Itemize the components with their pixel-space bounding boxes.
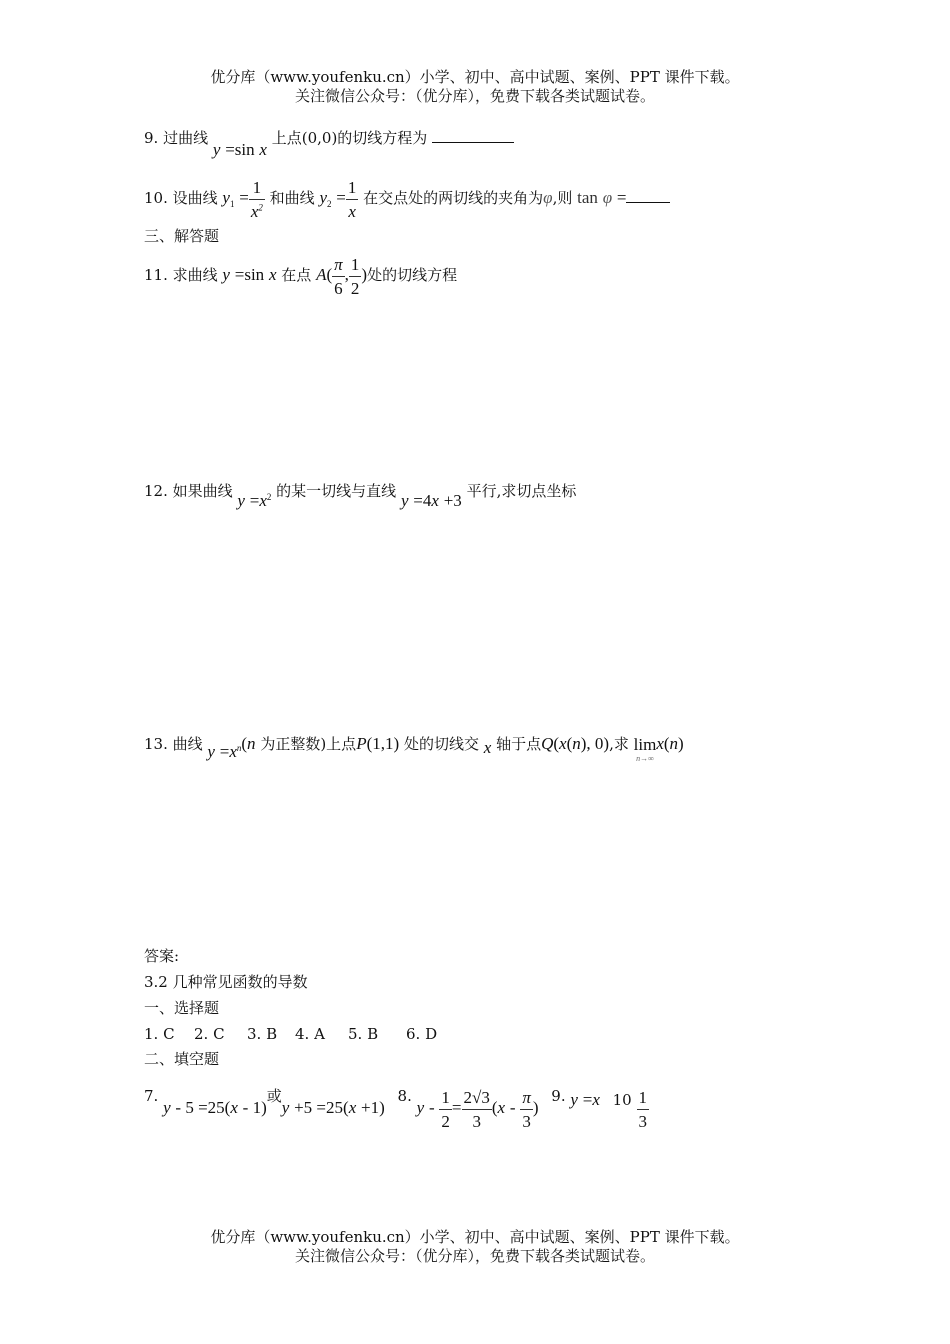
choice-answer: 5. B — [348, 1025, 379, 1043]
q13-x-axis: x — [483, 738, 492, 757]
q12-formula-line: y =4x +3 — [400, 491, 462, 510]
question-13: 13. 曲线 $y =x^n(n$ 为正整数)上点P(1,1) 处的切线交 x 轴于点Q(x(n), 0),求 lim n→∞ x(n) — [144, 734, 684, 763]
q13-text-3: 轴于点 — [496, 735, 542, 753]
q10-and: 和曲线 — [269, 189, 315, 207]
choice-answer: 4. A — [295, 1025, 325, 1043]
page-footer-line1: 优分库（www.youfenku.cn）小学、初中、高中试题、案例、PPT 课件下载。 — [210, 1228, 740, 1246]
q10-formula-3: tan φ = — [577, 188, 627, 207]
q13-formula: $y =x^n$ — [207, 742, 242, 761]
q9-text: 上点(0,0)的切线方程为 — [271, 129, 428, 147]
page-footer-line2: 关注微信公众号：（优分库），免费下载各类试题试卷。 — [294, 1247, 655, 1265]
choice-answer: 1. C — [144, 1025, 175, 1043]
answer-10-value: $\frac{1}{3}$ — [638, 1087, 648, 1131]
page-header-line2: 关注微信公众号：（优分库），免费下载各类试题试卷。 — [294, 87, 655, 105]
answer-10-label: 10 — [612, 1091, 632, 1109]
q11-point: A( $\frac{\pi}{6}$ , $\frac{1}{2}$ ) — [316, 254, 368, 298]
q13-label: 13. 曲线 — [144, 735, 203, 753]
answer-9-label: 9. — [551, 1087, 566, 1105]
q11-text: 在点 — [281, 266, 312, 284]
q13-text-end: ,求 — [609, 735, 629, 753]
q9-formula: y =sin x — [212, 140, 267, 159]
q13-point-p: P — [356, 734, 367, 753]
answer-7-or: 或 — [266, 1087, 282, 1105]
choice-answer: 3. B — [247, 1025, 278, 1043]
choice-answers — [144, 1024, 437, 1044]
q9-label: 9. 过曲线 — [144, 129, 209, 147]
q10-text: 在交点处的两切线的夹角为 — [363, 189, 544, 207]
q12-text: 的某一切线与直线 — [276, 482, 397, 500]
question-11 — [144, 252, 457, 298]
q11-text-end: 处的切线方程 — [367, 266, 458, 284]
q13-text-2: 处的切线交 — [403, 735, 479, 753]
q11-label: 11. 求曲线 — [144, 266, 218, 284]
fill-in-answers — [144, 1086, 649, 1130]
q12-text-end: 平行,求切点坐标 — [466, 482, 577, 500]
section-3-heading: 三、解答题 — [144, 227, 220, 245]
answers-title: 答案: — [144, 947, 180, 965]
q10-label: 10. 设曲线 — [144, 189, 218, 207]
answer-7-formula-2: y +5 =25(x +1) — [281, 1098, 385, 1117]
answer-8-label: 8. — [397, 1087, 412, 1105]
answers-subtitle: 3.2 几种常见函数的导数 — [144, 973, 308, 991]
q9-answer-blank — [432, 141, 514, 143]
q13-text-1: 为正整数)上点 — [260, 735, 357, 753]
q10-formula-1: $y_1$ = $\frac{1}{x^2}$ — [222, 177, 263, 221]
question-12 — [144, 477, 577, 510]
q12-formula-curve: $y =x^2$ — [237, 491, 272, 510]
q12-label: 12. 如果曲线 — [144, 482, 233, 500]
page-header-line1: 优分库（www.youfenku.cn）小学、初中、高中试题、案例、PPT 课件下载。 — [210, 68, 740, 86]
answers-section-1: 一、选择题 — [144, 999, 220, 1017]
answer-7-label: 7. — [144, 1087, 159, 1105]
answer-8-formula: y - $\frac{1}{2}$ = $\frac{2√3}{3}$ (x - $\frac{\pi}{3}$ ) — [416, 1087, 539, 1131]
q10-comma: ,则 — [552, 189, 573, 207]
answer-9-formula: y =x — [570, 1090, 600, 1109]
question-9 — [144, 128, 514, 159]
q10-answer-blank — [626, 201, 670, 203]
choice-answer: 2. C — [194, 1025, 225, 1043]
q13-point-q: Q(x(n), 0) — [541, 734, 610, 753]
answers-section-2: 二、填空题 — [144, 1050, 220, 1068]
q10-formula-2: $y_2$ = $\frac{1}{x}$ — [319, 177, 357, 221]
choice-answer: 6. D — [406, 1025, 438, 1043]
phi-symbol: φ — [543, 188, 553, 207]
q11-formula: y =sin x — [222, 265, 277, 284]
q13-limit: lim n→∞ — [633, 734, 657, 763]
answer-7-formula-1: y - 5 =25(x - 1) — [163, 1098, 267, 1117]
question-10 — [144, 175, 670, 227]
